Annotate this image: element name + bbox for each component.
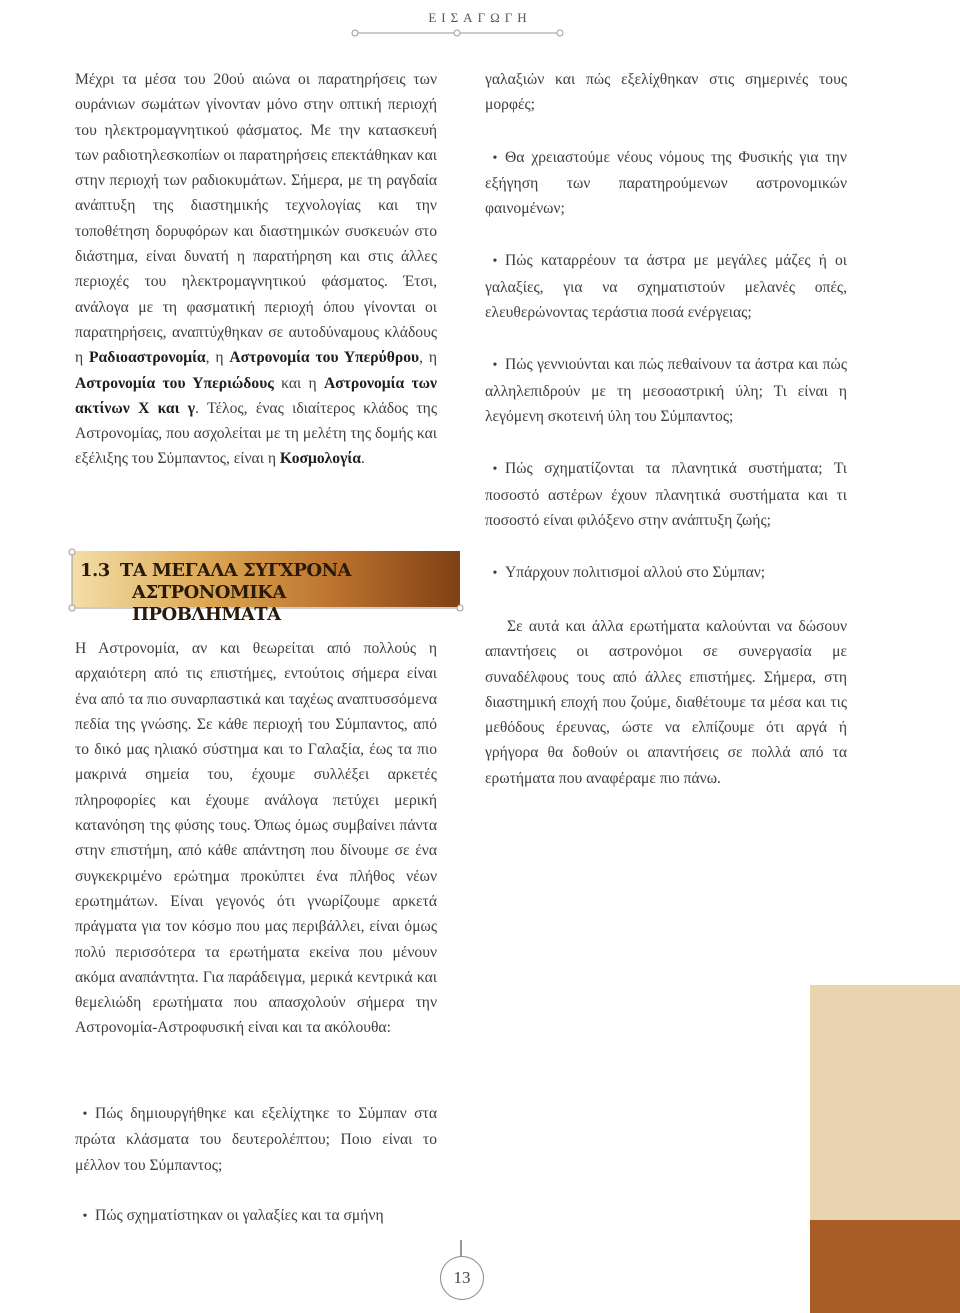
bullet-icon: •	[492, 566, 498, 582]
footer-rule	[460, 1240, 462, 1256]
bullet-icon: •	[492, 254, 498, 270]
intro-paragraph	[75, 67, 437, 472]
list-item	[485, 248, 847, 325]
text-run: , η	[419, 349, 438, 367]
text-run: , η	[205, 349, 230, 367]
term-radioastronomy: Ραδιοαστρονομία	[89, 349, 206, 367]
decorative-color-block	[810, 985, 960, 1313]
list-item	[485, 145, 847, 222]
list-item-text: Πώς γεννιούνται και πώς πεθαίνουν τα άστρα και πώς αλληλεπιδρούν με τη μεσοαστρική ύλη; Τι είναι η λεγόμενη σκοτεινή ύλη του Σύμπαντος;	[485, 356, 847, 425]
list-item	[75, 1101, 437, 1178]
list-item	[485, 560, 847, 586]
section-title-line2: ΑΣΤΡΟΝΟΜΙΚΑ ΠΡΟΒΛΗΜΑΤΑ	[132, 582, 286, 625]
decorative-panel-light	[810, 985, 960, 1220]
list-item	[485, 352, 847, 429]
continuation-text: γαλαξιών και πώς εξελίχθηκαν στις σημερινές τους μορφές;	[485, 71, 847, 114]
closing-paragraph-block	[485, 614, 847, 791]
list-item	[485, 456, 847, 533]
bullet-icon: •	[492, 358, 498, 374]
bottom-left-list	[75, 1101, 437, 1229]
section-body	[75, 636, 437, 1041]
bullet-icon: •	[492, 462, 498, 478]
section-paragraph: Η Αστρονομία, αν και θεωρείται από πολλούς η αρχαιότερη από τις επιστήμες, εντούτοις σήμερα είναι ένα από τα πιο συναρπαστικά και ταχέως αναπτυσσόμενα πεδία της γνώσης. Σε κάθε περιοχή του Σύμπαντος, από το δικό μας ηλιακό σύστημα και το Γαλαξία, έως τα πιο μακρινά σημεία του, έχουμε συλλέξει αρκετές πληροφορίες και έχουμε ανάλογα πετύχει μερική κατανόηση της φύσης τους. Όπως όμως συμβαίνει πάντα στην επιστήμη, από κάθε απάντηση που δίνουμε σε ένα συγκεκριμένο ερώτημα προκύπτει ένα πλήθος νέων ερωτημάτων. Είναι γεγονός ότι γνωρίζουμε αρκετά πράγματα για τον κόσμο που μας περιβάλλει, είναι όμως πολύ περισσότερα τα ερωτήματα εκείνα που μένουν ακόμα αναπάντητα. Για παράδειγμα, μερικά κεντρικά και θεμελιώδη ερωτήματα που απασχολούν σήμερα την Αστρονομία-Αστροφυσική είναι και τα ακόλουθα:	[75, 640, 437, 1037]
text-run: Μέχρι τα μέσα του 20ού αιώνα οι παρατηρήσεις των ουράνιων σωμάτων γίνονταν μόνο στην οπτική περιοχή του ηλεκτρομαγνητικού φάσματος. Με την κατασκευή των ραδιοτηλεσκοπίων οι παρατηρήσεις επεκτάθηκαν και στην περιοχή των ραδιοκυμάτων. Σήμερα, με τη ραγδαία ανάπτυξη της διαστημικής τεχνολογίας και την τοποθέτηση δορυφόρων και διαστημικών συσκευών στο διάστημα, είναι δυνατή η παρατήρηση και στις άλλες περιοχές του ηλεκτρομαγνητικού φάσματος. Έτσι, ανάλογα με τη φασματική περιοχή όπου γίνονται οι παρατηρήσεις, αναπτύχθηκαν σε αυτοδύναμους κλάδους η	[75, 71, 437, 367]
list-item-text: Πώς καταρρέουν τα άστρα με μεγάλες μάζες ή οι γαλαξίες, για να σχηματιστούν μελανές οπές, ελευθερώνοντας τεράστια ποσά ενέργειας;	[485, 252, 847, 322]
closing-paragraph: Σε αυτά και άλλα ερωτήματα καλούνται να δώσουν απαντήσεις οι αστρονόμοι σε συνεργασία με συναδέλφους τους από άλλες επιστήμες. Σήμερα, στη διαστημική εποχή που ζούμε, διαθέτουμε τα μέσα και τις μεθόδους έρευνας, ώστε να ελπίζουμε ότι αργά ή γρήγορα θα δοθούν οι απαντήσεις σε πολλά από τα ερωτήματα που αναφέραμε πιο πάνω.	[485, 618, 847, 787]
term-ultraviolet-astronomy: Αστρονομία του Υπεριώδους	[75, 374, 274, 392]
bullet-icon: •	[492, 150, 498, 166]
section-number: 1.3	[80, 560, 110, 581]
term-infrared-astronomy: Αστρονομία του Υπερύθρου	[229, 349, 420, 367]
chapter-title: ΕΙΣΑΓΩΓΗ	[428, 10, 532, 25]
bullet-icon: •	[82, 1107, 88, 1122]
text-run: και η	[273, 374, 324, 392]
list-item-text: Υπάρχουν πολιτισμοί αλλού στο Σύμπαν;	[505, 564, 766, 582]
text-run: . Τέλος, ένας ιδιαίτερος κλάδος της Αστρονομίας, που ασχολείται με τη μελέτη της δομής και εξέλιξης του Σύμπαντος, είναι η	[75, 399, 437, 468]
section-heading	[80, 560, 440, 626]
section-title-line1: ΤΑ ΜΕΓΑΛΑ ΣΥΓΧΡΟΝΑ	[119, 560, 351, 581]
decorative-panel-dark	[810, 1220, 960, 1313]
list-item-text: Θα χρειαστούμε νέους νόμους της Φυσικής για την εξήγηση των παρατηρούμενων αστρονομικών φαινομένων;	[485, 148, 847, 218]
term-xray-gamma-astronomy: Αστρονομία των ακτίνων Χ και γ	[75, 374, 437, 417]
bullet-icon: •	[82, 1208, 88, 1224]
list-item	[75, 1203, 437, 1229]
term-cosmology: Κοσμολογία	[279, 450, 361, 468]
header-ornament	[350, 26, 565, 40]
list-item-text: Πώς σχηματίστηκαν οι γαλαξίες και τα σμήνη	[95, 1206, 384, 1224]
page-number: 13	[440, 1256, 484, 1300]
right-column	[485, 67, 847, 586]
text-run: .	[360, 450, 365, 468]
list-item-text: Πώς σχηματίζονται τα πλανητικά συστήματα; Τι ποσοστό αστέρων έχουν πλανητικά συστήματα και τι ποσοστό είναι φιλόξενο στην ανάπτυξη ζωής;	[485, 460, 847, 529]
list-item-text: Πώς δημιουργήθηκε και εξελίχτηκε το Σύμπαν στα πρώτα κλάσματα του δευτερολέπτου; Ποιο είναι το μέλλον του Σύμπαντος;	[75, 1105, 437, 1174]
